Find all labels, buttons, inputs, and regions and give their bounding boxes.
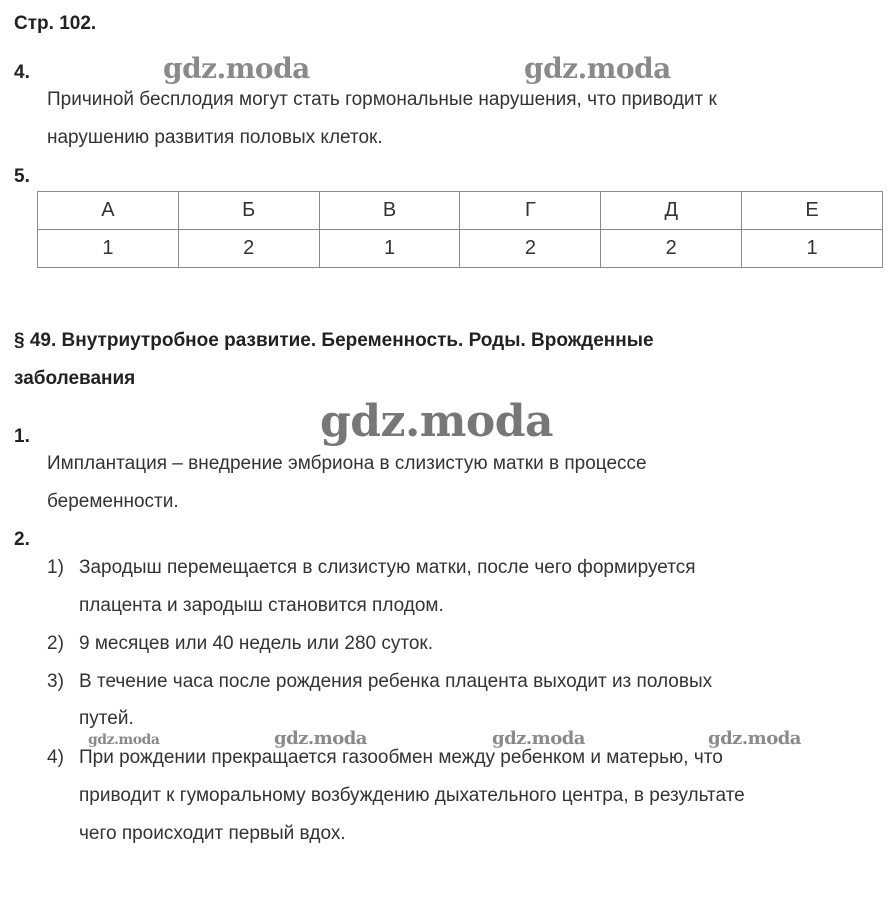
table-cell: 2	[178, 230, 319, 268]
list-item-text: путей.	[79, 708, 134, 729]
answer-text: беременности.	[47, 491, 179, 512]
table-cell: А	[38, 192, 179, 230]
table-cell: 2	[601, 230, 742, 268]
question-number: 2.	[14, 529, 30, 550]
table-cell: Б	[178, 192, 319, 230]
section-heading	[14, 322, 874, 398]
watermark: gdz.moda	[524, 52, 671, 85]
list-item-text: плацента и зародыш становится плодом.	[79, 595, 444, 616]
answer-text: нарушению развития половых клеток.	[47, 127, 383, 148]
list-item-number: 3)	[47, 671, 64, 692]
answer-table	[37, 191, 883, 268]
table-cell: 1	[742, 230, 883, 268]
list-item-text: приводит к гуморальному возбуждению дыхательного центра, в результате	[79, 785, 745, 806]
list-item-text: чего происходит первый вдох.	[79, 823, 346, 844]
section-heading-line: § 49. Внутриутробное развитие. Беременность. Роды. Врожденные	[14, 330, 654, 351]
table-cell: 1	[38, 230, 179, 268]
question-number: 1.	[14, 426, 30, 447]
question-number: 4.	[14, 62, 30, 83]
table-cell: Д	[601, 192, 742, 230]
table-cell: Г	[460, 192, 601, 230]
list-item-number: 4)	[47, 747, 64, 768]
table-cell: Е	[742, 192, 883, 230]
table-cell: 1	[319, 230, 460, 268]
table-row	[38, 230, 883, 268]
answer-text: Причиной бесплодия могут стать гормональные нарушения, что приводит к	[47, 89, 717, 110]
section-heading-line: заболевания	[14, 368, 136, 389]
watermark: gdz.moda	[708, 728, 801, 749]
table-cell: В	[319, 192, 460, 230]
question-number: 5.	[14, 166, 30, 187]
list-item-text: При рождении прекращается газообмен между ребенком и матерью, что	[79, 747, 723, 768]
answer-text: Имплантация – внедрение эмбриона в слизистую матки в процессе	[47, 453, 647, 474]
list-item-text: В течение часа после рождения ребенка плацента выходит из половых	[79, 671, 713, 692]
table-cell: 2	[460, 230, 601, 268]
page-reference: Стр. 102.	[14, 13, 97, 34]
list-item-number: 2)	[47, 633, 64, 654]
watermark: gdz.moda	[88, 732, 160, 748]
watermark: gdz.moda	[163, 52, 310, 85]
list-item-number: 1)	[47, 557, 64, 578]
watermark: gdz.moda	[274, 728, 367, 749]
table-header-row	[38, 192, 883, 230]
watermark: gdz.moda	[320, 396, 554, 447]
list-item-text: Зародыш перемещается в слизистую матки, после чего формируется	[79, 557, 696, 578]
list-item-text: 9 месяцев или 40 недель или 280 суток.	[79, 633, 434, 654]
watermark: gdz.moda	[492, 728, 585, 749]
